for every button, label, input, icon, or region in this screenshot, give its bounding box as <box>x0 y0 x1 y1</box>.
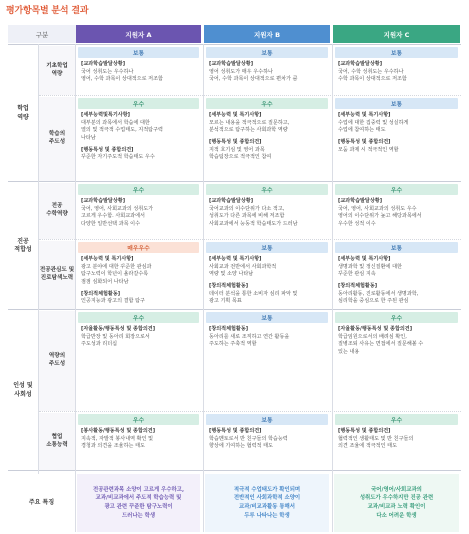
section-line: 국어, 수학 성취도는 우수하나 <box>338 68 404 75</box>
section-line: 사회교과에서 능동적 학습태도가 드러남 <box>209 220 298 227</box>
section-title: [교과학습발달상황] <box>81 198 126 204</box>
section-line: 점점 심화되어 나타남 <box>81 278 129 285</box>
section-title: [창의적체험활동] <box>209 326 249 332</box>
rating-badge: 보통 <box>206 242 328 253</box>
section-title: [창의적체험활동] <box>81 290 121 297</box>
subitem-label: 전공관심도 및 진로탐색노력 <box>39 241 75 309</box>
evaluation-cell <box>336 255 458 309</box>
section-line: 국어교과의 이수단위가 다소 적고, <box>209 205 285 212</box>
section-line: 역량 및 소양 나타남 <box>209 271 254 278</box>
section-line: 주도하는 주축적 역할 <box>209 341 257 348</box>
section-title: [행동특성 및 종합의견] <box>81 146 134 153</box>
header-gubun: 구분 <box>8 25 76 43</box>
section-title: [교과학습발달상황] <box>209 198 254 204</box>
evaluation-cell <box>207 427 328 470</box>
rating-badge: 우수 <box>78 312 199 323</box>
section-line: 고르게 우수함. 사회교과에서 <box>81 213 145 220</box>
evaluation-cell <box>336 197 458 239</box>
section-title: [행동특성 및 종합의견] <box>338 138 391 145</box>
subitem-label: 기초학업 역량 <box>39 46 75 95</box>
section-line: 우수한 성적 이수 <box>338 220 376 227</box>
subitem-label: 학습의 주도성 <box>39 97 75 181</box>
rating-badge: 우수 <box>335 184 458 195</box>
section-line: 학습팀장으로 적극적인 참여 <box>209 154 272 161</box>
section-line: 탐구노력이 학년이 올라갈수록 <box>81 271 149 278</box>
section-line: 국어 성취도는 우수하나 <box>81 68 134 75</box>
section-line: 광고 기획 목표 <box>209 298 242 305</box>
section-line: 영어 성취도가 매우 우수하나 <box>209 68 273 75</box>
section-line: 국어, 영어, 사회교과의 성취도 우수 <box>338 205 417 212</box>
section-line: 지속적, 자발적 봉사내역 확인 및 <box>81 435 154 442</box>
section-title: [세부능력 및 특기사항] <box>81 256 134 262</box>
section-line: 다양한 일반선택 과목 이수 <box>81 220 140 227</box>
section-line: 모둠 과제 시 적극적인 역할 <box>338 146 399 153</box>
evaluation-cell <box>336 427 458 470</box>
section-title: [교과학습발달상황] <box>209 61 254 67</box>
rating-badge: 우수 <box>78 184 199 195</box>
rating-badge: 우수 <box>78 98 199 109</box>
evaluation-cell <box>79 325 199 411</box>
evaluation-cell <box>79 197 199 239</box>
section-line: 데이터 분석을 통한 소비자 심리 파악 및 <box>209 290 298 297</box>
evaluation-cell <box>336 325 458 411</box>
section-line: 수학 과목이 상대적으로 저조함 <box>338 76 407 83</box>
section-line: 학습멘토로서 반 친구들의 학습능력 <box>209 435 288 442</box>
section-line: 열의 및 적극적 수업태도, 지적탐구력 <box>81 127 163 134</box>
section-line: 꾸준한 관심 지속 <box>338 271 376 278</box>
section-title: [교과학습발달상황] <box>338 61 383 67</box>
column-divider <box>332 44 333 532</box>
column-divider <box>75 44 76 532</box>
section-line: 분석적으로 탐구하는 사회과학 역량 <box>209 127 288 134</box>
rating-badge: 우수 <box>335 414 458 425</box>
section-line: 국어, 수학 과목이 상대적으로 편차가 큼 <box>209 76 298 83</box>
evaluation-cell <box>79 427 199 470</box>
evaluation-cell <box>336 60 458 95</box>
section-line: 수업에 대한 집중력 및 성실하게 <box>338 119 409 126</box>
summary-text: 전공관련과목 소양이 고르게 우수하고, 교과/비교과에서 주도적 학습능력 및 광고 관련 꾸준한 탐구노력이 드러나는 학생 <box>77 474 200 532</box>
section-title: [행동특성 및 종합의견] <box>209 428 262 434</box>
rating-badge: 우수 <box>335 312 458 323</box>
section-title: [교과학습발달상황] <box>81 61 126 67</box>
section-line: 협력적인 생활태도 및 반 친구들의 <box>338 435 414 442</box>
section-line: 있는 내용 <box>338 348 360 355</box>
rating-badge: 매우우수 <box>78 242 199 253</box>
section-title: [세부능력 및 특기사항] <box>209 112 262 118</box>
row-divider <box>39 239 461 240</box>
header-applicant-c: 지원자 C <box>333 25 460 43</box>
section-title: [창의적체험활동] <box>338 282 378 289</box>
summary-text: 국어/영어/사회교과의 성취도가 우수하지만 진공 관련 교과/비교과 노력 확인이 다소 어려운 학생 <box>334 474 459 532</box>
section-title: [세부능력 및 특기사항] <box>338 256 391 262</box>
rating-badge: 보통 <box>206 414 328 425</box>
section-line: 사회교과 전반에서 사회과학적 <box>209 263 277 270</box>
evaluation-cell <box>207 60 328 95</box>
evaluation-cell <box>79 255 199 309</box>
category-label: 인성 및 사회성 <box>8 311 38 470</box>
row-divider <box>39 95 461 96</box>
section-title: [자율활동/행동특성 및 종합의견] <box>338 326 413 332</box>
section-line: 광고 분야에 대한 꾸준한 관심과 <box>81 263 152 270</box>
section-line: 국어, 영어, 사회교과의 성취도가 <box>81 205 154 212</box>
section-title: [세부능력및특기사항] <box>81 112 130 118</box>
column-divider <box>203 44 204 532</box>
evaluation-cell <box>79 60 199 95</box>
section-title: [창의적체험활동] <box>209 282 249 289</box>
page-title: 평가항목별 분석 결과 <box>6 6 89 16</box>
section-line: 학급임원으로서의 배려심 확인, <box>338 333 407 340</box>
evaluation-cell <box>207 111 328 181</box>
section-line: 꾸준한 자기주도적 학습태도 우수 <box>81 154 155 161</box>
header-applicant-a: 지원자 A <box>76 25 201 43</box>
evaluation-cell <box>207 197 328 239</box>
rating-badge: 보통 <box>78 47 199 58</box>
section-title: [행동특성 및 종합의견] <box>338 428 391 434</box>
section-line: 향상에 기여하는 협력적 태도 <box>209 443 273 450</box>
section-line: 주도성과 리더십 <box>81 341 118 348</box>
rating-badge: 우수 <box>206 184 328 195</box>
section-title: [봉사활동/행동특성 및 종합의견] <box>81 428 156 434</box>
section-line: 의견 조율에 적극적인 태도 <box>338 443 397 450</box>
section-line: 나타남 <box>81 134 96 141</box>
section-line: 동아리활동, 진로활동에서 생명과학, <box>338 290 419 297</box>
summary-text: 적극적 수업태도가 확인되며 전반적인 사회과학적 소양이 교과/비교과활동 통해서 두루 나타나는 학생 <box>205 474 329 532</box>
header-applicant-b: 지원자 B <box>204 25 330 43</box>
rating-badge: 우수 <box>206 98 328 109</box>
section-line: 대부분의 과목에서 학습에 대한 <box>81 119 150 126</box>
section-line: 영어, 수학 과목이 상대적으로 저조함 <box>81 76 163 83</box>
section-line: 질병조퇴 사유는 면접에서 질문해볼 수 <box>338 341 424 348</box>
section-title: [교과학습발달상황] <box>338 198 383 204</box>
section-title: [세부능력 및 특기사항] <box>338 112 391 118</box>
rating-badge: 보통 <box>206 47 328 58</box>
section-line: 생명과학 및 정신질환에 대한 <box>338 263 402 270</box>
evaluation-cell <box>79 111 199 181</box>
rating-badge: 우수 <box>78 414 199 425</box>
subitem-label: 역량의 주도성 <box>39 311 75 411</box>
section-line: 심리학을 중심으로 한 주된 관심 <box>338 298 409 305</box>
section-title: [자율활동/행동특성 및 종합의견] <box>81 326 156 332</box>
section-title: [행동특성 및 종합의견] <box>209 138 262 145</box>
section-line: 성취도가 다른 과목에 비해 저조함 <box>209 213 285 220</box>
subitem-label: 전공 수학역량 <box>39 183 75 239</box>
category-label: 진공 적합성 <box>8 183 38 309</box>
section-line: 학급반장 및 동아리 회장으로서 <box>81 333 150 340</box>
section-line: 모르는 내용을 적극적으로 질문하고, <box>209 119 290 126</box>
column-divider <box>38 44 39 532</box>
category-label: 학업 역량 <box>8 46 38 181</box>
section-line: 인공지능과 광고의 결합 탐구 <box>81 298 145 305</box>
row-divider <box>39 411 461 412</box>
section-line: 수업에 참여하는 태도 <box>338 127 386 134</box>
evaluation-cell <box>207 255 328 309</box>
footer-label: 주요 특징 <box>8 474 75 532</box>
rating-badge: 보통 <box>335 47 458 58</box>
evaluation-cell <box>207 325 328 411</box>
rating-badge: 보통 <box>335 242 458 253</box>
section-line: 동아리를 새로 조직하고 연간 활동을 <box>209 333 290 340</box>
section-line: 영어의 이수단위가 높고 해당과목에서 <box>338 213 422 220</box>
subitem-label: 협업 소통능력 <box>39 413 75 470</box>
evaluation-cell <box>336 111 458 181</box>
section-line: 지적 호기심 및 영어 과목 <box>209 146 265 153</box>
section-line: 경청과 의견을 조율하는 태도 <box>81 443 145 450</box>
rating-badge: 보통 <box>206 312 328 323</box>
section-title: [세부능력 및 특기사항] <box>209 256 262 262</box>
rating-badge: 보통 <box>335 98 458 109</box>
